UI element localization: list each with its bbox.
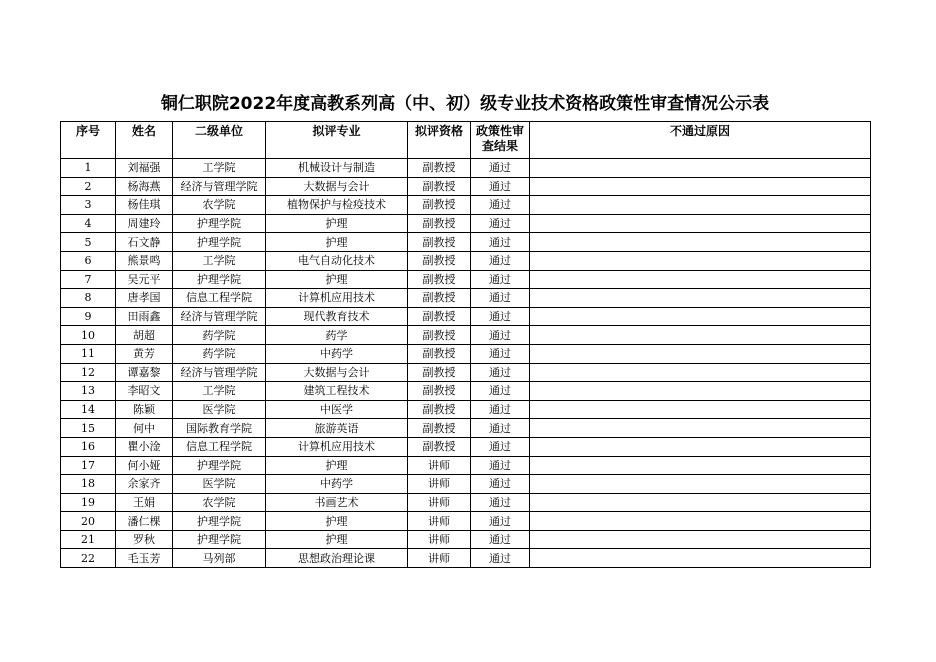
cell-name: 杨佳琪 [116,196,173,215]
cell-name: 杨海燕 [116,177,173,196]
cell-unit: 国际教育学院 [173,419,266,438]
cell-result: 通过 [471,270,530,289]
page-title: 铜仁职院2022年度高教系列高（中、初）级专业技术资格政策性审查情况公示表 [160,94,770,114]
header-no: 序号 [61,122,116,159]
cell-name: 周建玲 [116,214,173,233]
cell-reason [530,493,871,512]
cell-major: 护理 [266,530,408,549]
cell-grade: 副教授 [408,344,471,363]
cell-no: 7 [61,270,116,289]
cell-result: 通过 [471,251,530,270]
cell-major: 建筑工程技术 [266,382,408,401]
cell-reason [530,475,871,494]
cell-no: 14 [61,400,116,419]
cell-unit: 药学院 [173,326,266,345]
table-header [61,122,871,159]
cell-result: 通过 [471,363,530,382]
cell-major: 计算机应用技术 [266,437,408,456]
cell-reason [530,456,871,475]
cell-name: 何中 [116,419,173,438]
cell-major: 护理 [266,512,408,531]
table-row [61,437,871,456]
table-row [61,400,871,419]
cell-unit: 工学院 [173,159,266,178]
cell-result: 通过 [471,400,530,419]
cell-name: 王娟 [116,493,173,512]
cell-name: 田雨鑫 [116,307,173,326]
cell-grade: 副教授 [408,289,471,308]
cell-unit: 信息工程学院 [173,289,266,308]
cell-name: 陈颖 [116,400,173,419]
cell-grade: 副教授 [408,400,471,419]
cell-major: 中药学 [266,344,408,363]
cell-reason [530,326,871,345]
cell-result: 通过 [471,530,530,549]
cell-result: 通过 [471,233,530,252]
table-row [61,307,871,326]
cell-no: 3 [61,196,116,215]
cell-name: 石文静 [116,233,173,252]
cell-grade: 副教授 [408,196,471,215]
cell-major: 护理 [266,456,408,475]
review-table [60,121,871,568]
cell-result: 通过 [471,344,530,363]
cell-major: 护理 [266,233,408,252]
header-row [61,122,871,159]
cell-major: 护理 [266,214,408,233]
header-major: 拟评专业 [266,122,408,159]
cell-grade: 讲师 [408,512,471,531]
cell-result: 通过 [471,196,530,215]
cell-no: 20 [61,512,116,531]
cell-no: 17 [61,456,116,475]
cell-unit: 护理学院 [173,456,266,475]
cell-no: 2 [61,177,116,196]
cell-grade: 讲师 [408,475,471,494]
table-row [61,344,871,363]
cell-no: 19 [61,493,116,512]
cell-unit: 药学院 [173,344,266,363]
cell-result: 通过 [471,512,530,531]
cell-major: 电气自动化技术 [266,251,408,270]
cell-grade: 副教授 [408,437,471,456]
cell-result: 通过 [471,456,530,475]
cell-name: 谭嘉黎 [116,363,173,382]
header-name: 姓名 [116,122,173,159]
cell-reason [530,419,871,438]
cell-reason [530,177,871,196]
cell-reason [530,233,871,252]
cell-unit: 护理学院 [173,214,266,233]
cell-reason [530,270,871,289]
cell-unit: 农学院 [173,493,266,512]
cell-major: 书画艺术 [266,493,408,512]
cell-major: 植物保护与检疫技术 [266,196,408,215]
table-row [61,270,871,289]
cell-no: 1 [61,159,116,178]
cell-no: 18 [61,475,116,494]
cell-major: 思想政治理论课 [266,549,408,568]
cell-no: 5 [61,233,116,252]
cell-unit: 经济与管理学院 [173,177,266,196]
cell-reason [530,400,871,419]
table-row [61,196,871,215]
cell-name: 刘福强 [116,159,173,178]
cell-no: 6 [61,251,116,270]
cell-result: 通过 [471,289,530,308]
cell-name: 黄芳 [116,344,173,363]
cell-unit: 信息工程学院 [173,437,266,456]
table-row [61,419,871,438]
header-reason: 不通过原因 [530,122,871,159]
cell-unit: 工学院 [173,251,266,270]
cell-unit: 工学院 [173,382,266,401]
cell-name: 熊景鸣 [116,251,173,270]
cell-grade: 副教授 [408,363,471,382]
table-row [61,233,871,252]
cell-grade: 副教授 [408,382,471,401]
cell-grade: 副教授 [408,270,471,289]
cell-major: 大数据与会计 [266,363,408,382]
cell-result: 通过 [471,159,530,178]
cell-result: 通过 [471,214,530,233]
cell-result: 通过 [471,326,530,345]
cell-no: 12 [61,363,116,382]
cell-result: 通过 [471,177,530,196]
cell-grade: 副教授 [408,307,471,326]
table-row [61,456,871,475]
cell-result: 通过 [471,475,530,494]
cell-grade: 讲师 [408,549,471,568]
table-row [61,363,871,382]
cell-no: 21 [61,530,116,549]
cell-name: 何小娅 [116,456,173,475]
cell-name: 吴元平 [116,270,173,289]
cell-reason [530,289,871,308]
cell-name: 瞿小淦 [116,437,173,456]
header-grade: 拟评资格 [408,122,471,159]
cell-reason [530,344,871,363]
table-row [61,549,871,568]
cell-result: 通过 [471,493,530,512]
cell-major: 现代教育技术 [266,307,408,326]
table-row [61,159,871,178]
cell-major: 计算机应用技术 [266,289,408,308]
table-row [61,326,871,345]
cell-unit: 护理学院 [173,233,266,252]
cell-grade: 副教授 [408,233,471,252]
cell-reason [530,437,871,456]
cell-major: 中医学 [266,400,408,419]
cell-reason [530,549,871,568]
cell-major: 护理 [266,270,408,289]
cell-result: 通过 [471,437,530,456]
cell-grade: 副教授 [408,326,471,345]
cell-unit: 马列部 [173,549,266,568]
cell-grade: 讲师 [408,530,471,549]
cell-grade: 副教授 [408,214,471,233]
cell-no: 4 [61,214,116,233]
cell-name: 罗秋 [116,530,173,549]
cell-major: 旅游英语 [266,419,408,438]
cell-no: 22 [61,549,116,568]
cell-result: 通过 [471,307,530,326]
cell-name: 余家齐 [116,475,173,494]
cell-name: 李昭文 [116,382,173,401]
cell-unit: 经济与管理学院 [173,307,266,326]
cell-reason [530,214,871,233]
cell-reason [530,363,871,382]
header-result: 政策性审查结果 [471,122,530,159]
header-unit: 二级单位 [173,122,266,159]
cell-name: 唐孝国 [116,289,173,308]
cell-no: 10 [61,326,116,345]
cell-result: 通过 [471,549,530,568]
cell-no: 13 [61,382,116,401]
cell-no: 8 [61,289,116,308]
table-row [61,289,871,308]
table-row [61,382,871,401]
cell-unit: 护理学院 [173,270,266,289]
cell-reason [530,159,871,178]
cell-grade: 副教授 [408,177,471,196]
table-row [61,177,871,196]
cell-reason [530,382,871,401]
cell-grade: 副教授 [408,419,471,438]
cell-grade: 讲师 [408,493,471,512]
cell-grade: 副教授 [408,251,471,270]
cell-major: 中药学 [266,475,408,494]
cell-name: 胡超 [116,326,173,345]
cell-grade: 副教授 [408,159,471,178]
cell-name: 毛玉芳 [116,549,173,568]
table-row [61,493,871,512]
cell-unit: 医学院 [173,400,266,419]
cell-unit: 经济与管理学院 [173,363,266,382]
table-row [61,475,871,494]
cell-reason [530,512,871,531]
cell-reason [530,196,871,215]
cell-major: 大数据与会计 [266,177,408,196]
table-row [61,214,871,233]
cell-name: 潘仁棵 [116,512,173,531]
cell-no: 11 [61,344,116,363]
cell-no: 15 [61,419,116,438]
cell-result: 通过 [471,382,530,401]
cell-major: 药学 [266,326,408,345]
cell-unit: 农学院 [173,196,266,215]
cell-reason [530,251,871,270]
cell-no: 16 [61,437,116,456]
table-row [61,512,871,531]
cell-no: 9 [61,307,116,326]
cell-result: 通过 [471,419,530,438]
table-row [61,251,871,270]
cell-unit: 医学院 [173,475,266,494]
table-body [61,159,871,568]
cell-unit: 护理学院 [173,530,266,549]
cell-grade: 讲师 [408,456,471,475]
cell-major: 机械设计与制造 [266,159,408,178]
table-row [61,530,871,549]
cell-unit: 护理学院 [173,512,266,531]
cell-reason [530,530,871,549]
cell-reason [530,307,871,326]
